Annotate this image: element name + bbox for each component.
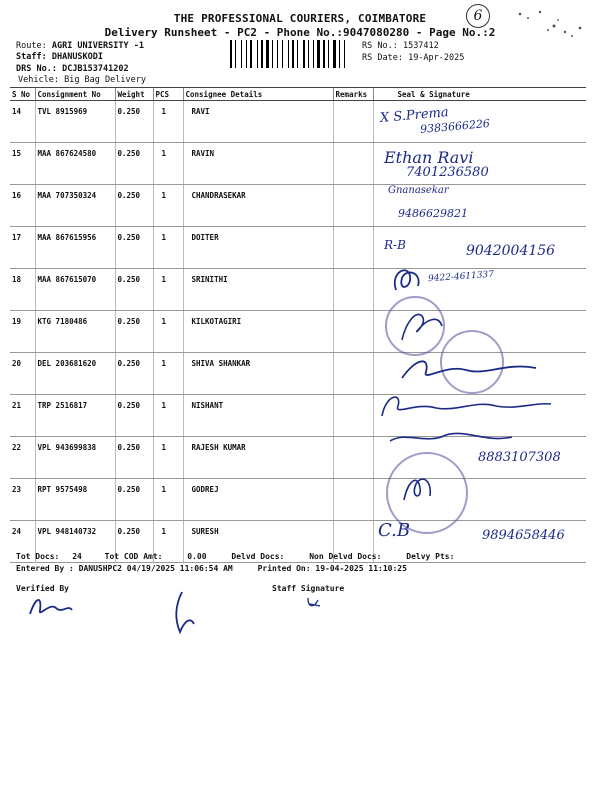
barcode-bar — [261, 40, 263, 68]
cell-weight: 0.250 — [115, 143, 153, 185]
cell-remarks — [333, 185, 373, 227]
barcode-bar — [250, 40, 252, 68]
cell-weight: 0.250 — [115, 227, 153, 269]
col-header-pcs: PCS — [153, 88, 183, 101]
cell-sno: 17 — [10, 227, 35, 269]
runsheet-subtitle: Delivery Runsheet - PC2 - Phone No.:9047080280 - Page No.:2 — [104, 26, 496, 39]
signature-scribble-row21 — [376, 390, 556, 422]
barcode-bar — [277, 40, 278, 68]
barcode-bar — [288, 40, 289, 68]
handwritten-phone-row16: 9486629821 — [398, 207, 468, 220]
barcode-bar — [308, 40, 309, 68]
rs-no-value: 1537412 — [402, 41, 439, 51]
cell-consignment-no: VPL 943699838 — [35, 437, 115, 479]
handwritten-phone-row14: 9383666226 — [419, 116, 491, 137]
entered-by-label: Entered By : — [16, 564, 74, 573]
barcode-bar — [292, 40, 294, 68]
tot-docs-value: 24 — [72, 552, 82, 561]
barcode-bar — [257, 40, 258, 68]
cell-sno: 24 — [10, 521, 35, 563]
delvd-docs-label: Delvd Docs: — [231, 552, 285, 561]
cell-sno: 22 — [10, 437, 35, 479]
barcode-bar — [323, 40, 325, 68]
handwritten-phone-row18: 9422-4611337 — [427, 269, 495, 285]
tot-cod-value: 0.00 — [187, 552, 207, 561]
cell-remarks — [333, 479, 373, 521]
table-row — [10, 185, 586, 227]
barcode-bar — [328, 40, 329, 68]
cell-sno: 21 — [10, 395, 35, 437]
barcode-bar — [290, 40, 291, 68]
cell-consignee: GODREJ — [183, 479, 333, 521]
barcode-bar — [303, 40, 305, 68]
cell-consignee: SURESH — [183, 521, 333, 563]
barcode-bar — [333, 40, 336, 68]
barcode-bar — [295, 40, 296, 68]
cell-weight: 0.250 — [115, 479, 153, 521]
staff-initials-mark — [304, 594, 324, 610]
handwritten-signature-row16: Gnanasekar — [388, 185, 449, 196]
barcode-bar — [235, 40, 236, 68]
vehicle-label: Vehicle: — [18, 75, 59, 85]
cell-sno: 19 — [10, 311, 35, 353]
cell-consignment-no: TVL 8915969 — [35, 101, 115, 143]
rs-no-line — [362, 41, 439, 51]
vehicle-line — [18, 75, 146, 85]
route-label: Route: — [16, 41, 47, 51]
cell-remarks — [333, 353, 373, 395]
cell-pcs: 1 — [153, 143, 183, 185]
company-title: THE PROFESSIONAL COURIERS, COIMBATORE — [173, 12, 427, 25]
cell-pcs: 1 — [153, 185, 183, 227]
barcode-bar — [317, 40, 320, 68]
barcode-bar — [346, 40, 348, 68]
barcode-bar — [272, 40, 273, 68]
handwritten-signature-row14: X S.Prema — [379, 105, 450, 126]
barcode-bar — [266, 40, 269, 68]
cell-weight: 0.250 — [115, 101, 153, 143]
cell-pcs: 1 — [153, 101, 183, 143]
table-row — [10, 143, 586, 185]
cell-consignment-no: DEL 203681620 — [35, 353, 115, 395]
barcode-bar — [326, 40, 327, 68]
barcode-bar — [237, 40, 240, 68]
barcode-bar — [310, 40, 312, 68]
verified-by-label: Verified By — [16, 584, 69, 593]
runsheet-table — [10, 87, 586, 563]
barcode-bar — [282, 40, 283, 68]
signature-scribble-row23 — [398, 470, 438, 504]
cell-consignee: SHIVA SHANKAR — [183, 353, 333, 395]
barcode-bar — [264, 40, 265, 68]
table-header-row — [10, 88, 586, 101]
handwritten-phone-row17: 9042004156 — [466, 243, 556, 259]
entered-by-line — [16, 564, 407, 573]
cell-consignee: KILKOTAGIRI — [183, 311, 333, 353]
cell-pcs: 1 — [153, 437, 183, 479]
barcode-bar — [270, 40, 271, 68]
cell-consignment-no: MAA 867615070 — [35, 269, 115, 311]
barcode-bar — [321, 40, 322, 68]
col-header-signature: Seal & Signature — [373, 88, 586, 101]
drs-line — [16, 64, 129, 74]
cell-weight: 0.250 — [115, 269, 153, 311]
cell-weight: 0.250 — [115, 395, 153, 437]
cell-consignee: NISHANT — [183, 395, 333, 437]
cell-pcs: 1 — [153, 479, 183, 521]
barcode-bar — [330, 40, 332, 68]
cell-weight: 0.250 — [115, 311, 153, 353]
col-header-remarks: Remarks — [333, 88, 373, 101]
cell-consignee: DOITER — [183, 227, 333, 269]
cell-remarks — [333, 437, 373, 479]
page-number-mark: 6 — [466, 4, 490, 28]
drs-value: DCJB153741202 — [62, 64, 129, 74]
cell-sno: 16 — [10, 185, 35, 227]
cell-weight: 0.250 — [115, 521, 153, 563]
staff-signature-mark — [168, 588, 198, 638]
staff-line — [16, 52, 103, 62]
barcode-bar — [339, 40, 340, 68]
verified-by-signature — [26, 592, 76, 622]
staff-value: DHANUSKODI — [51, 52, 104, 62]
col-header-consignee: Consignee Details — [183, 88, 333, 101]
cell-pcs: 1 — [153, 269, 183, 311]
barcode-bar — [313, 40, 314, 68]
vehicle-value: Big Bag Delivery — [64, 75, 146, 85]
col-header-sno: S No — [10, 88, 35, 101]
tot-cod-label: Tot COD Amt: — [104, 552, 163, 561]
cell-pcs: 1 — [153, 353, 183, 395]
printed-on-label: Printed On: — [257, 564, 311, 573]
cell-sno: 23 — [10, 479, 35, 521]
cell-weight: 0.250 — [115, 353, 153, 395]
cell-sno: 18 — [10, 269, 35, 311]
cell-sno: 15 — [10, 143, 35, 185]
route-line — [16, 41, 144, 51]
barcode-bar — [279, 40, 281, 68]
cell-remarks — [333, 395, 373, 437]
tot-docs-label: Tot Docs: — [16, 552, 60, 561]
cell-remarks — [333, 143, 373, 185]
cell-consignment-no: MAA 867624580 — [35, 143, 115, 185]
barcode-bar — [248, 40, 249, 68]
cell-pcs: 1 — [153, 227, 183, 269]
cell-consignee: RAJESH KUMAR — [183, 437, 333, 479]
cell-remarks — [333, 311, 373, 353]
staff-label: Staff: — [16, 52, 47, 62]
cell-consignment-no: KTG 7180486 — [35, 311, 115, 353]
barcode-bar — [306, 40, 307, 68]
signature-scribble-row18 — [388, 262, 428, 296]
signature-scribble-row22 — [386, 427, 516, 449]
cell-sno: 14 — [10, 101, 35, 143]
totals-line — [16, 552, 454, 561]
route-value: AGRI UNIVERSITY -1 — [51, 41, 144, 51]
entered-by-value: DANUSHPC2 04/19/2025 11:06:54 AM — [78, 564, 233, 573]
barcode-bar — [274, 40, 276, 68]
col-header-consignment: Consignment No — [35, 88, 115, 101]
cell-pcs: 1 — [153, 521, 183, 563]
cell-sno: 20 — [10, 353, 35, 395]
cell-remarks — [333, 101, 373, 143]
barcode-bar — [344, 40, 345, 68]
handwritten-phone-row23: 8883107308 — [478, 450, 561, 465]
barcode-bar — [284, 40, 287, 68]
cell-consignee: CHANDRASEKAR — [183, 185, 333, 227]
handwritten-signature-row17: R-B — [384, 238, 406, 252]
rs-date-line — [362, 53, 464, 63]
staff-signature-label: Staff Signature — [272, 584, 345, 593]
cell-consignment-no: VPL 948140732 — [35, 521, 115, 563]
barcode-bar — [230, 40, 232, 68]
cell-consignee: SRINITHI — [183, 269, 333, 311]
table-row — [10, 479, 586, 521]
barcode-bar — [297, 40, 298, 68]
scan-noise-mark — [510, 6, 590, 46]
handwritten-signature-row24: C.B — [378, 520, 411, 541]
handwritten-phone-row24: 9894658446 — [482, 528, 565, 543]
handwritten-phone-row15: 7401236580 — [406, 165, 489, 180]
barcode-bar — [337, 40, 338, 68]
drs-label: DRS No.: — [16, 64, 57, 74]
rs-date-value: 19-Apr-2025 — [408, 53, 465, 63]
col-header-weight: Weight — [115, 88, 153, 101]
barcode-bar — [233, 40, 234, 68]
printed-on-value: 19-04-2025 11:10:25 — [315, 564, 407, 573]
non-delvd-docs-label: Non Delvd Docs: — [309, 552, 382, 561]
barcode-bar — [315, 40, 316, 68]
cell-weight: 0.250 — [115, 185, 153, 227]
cell-consignment-no: MAA 707350324 — [35, 185, 115, 227]
barcode-bar — [341, 40, 343, 68]
cell-consignment-no: MAA 867615956 — [35, 227, 115, 269]
delvy-pts-label: Delvy Pts: — [406, 552, 455, 561]
barcode-bar — [243, 40, 245, 68]
cell-remarks — [333, 227, 373, 269]
barcode-bar — [299, 40, 302, 68]
cell-weight: 0.250 — [115, 437, 153, 479]
signature-scribble-row19 — [392, 302, 452, 346]
handwritten-signature-row15: Ethan Ravi — [384, 148, 474, 167]
cell-pcs: 1 — [153, 395, 183, 437]
rs-date-label: RS Date: — [362, 53, 403, 63]
cell-consignee: RAVI — [183, 101, 333, 143]
barcode-bar — [259, 40, 260, 68]
rs-no-label: RS No.: — [362, 41, 398, 51]
table-row — [10, 101, 586, 143]
barcode — [230, 40, 358, 68]
barcode-bar — [246, 40, 247, 68]
cell-pcs: 1 — [153, 311, 183, 353]
signature-scribble-row20 — [396, 348, 546, 388]
cell-consignment-no: RPT 9575498 — [35, 479, 115, 521]
cell-consignment-no: TRP 2516817 — [35, 395, 115, 437]
barcode-bar — [241, 40, 242, 68]
cell-remarks — [333, 269, 373, 311]
barcode-bar — [253, 40, 256, 68]
cell-consignee: RAVIN — [183, 143, 333, 185]
table-row — [10, 269, 586, 311]
